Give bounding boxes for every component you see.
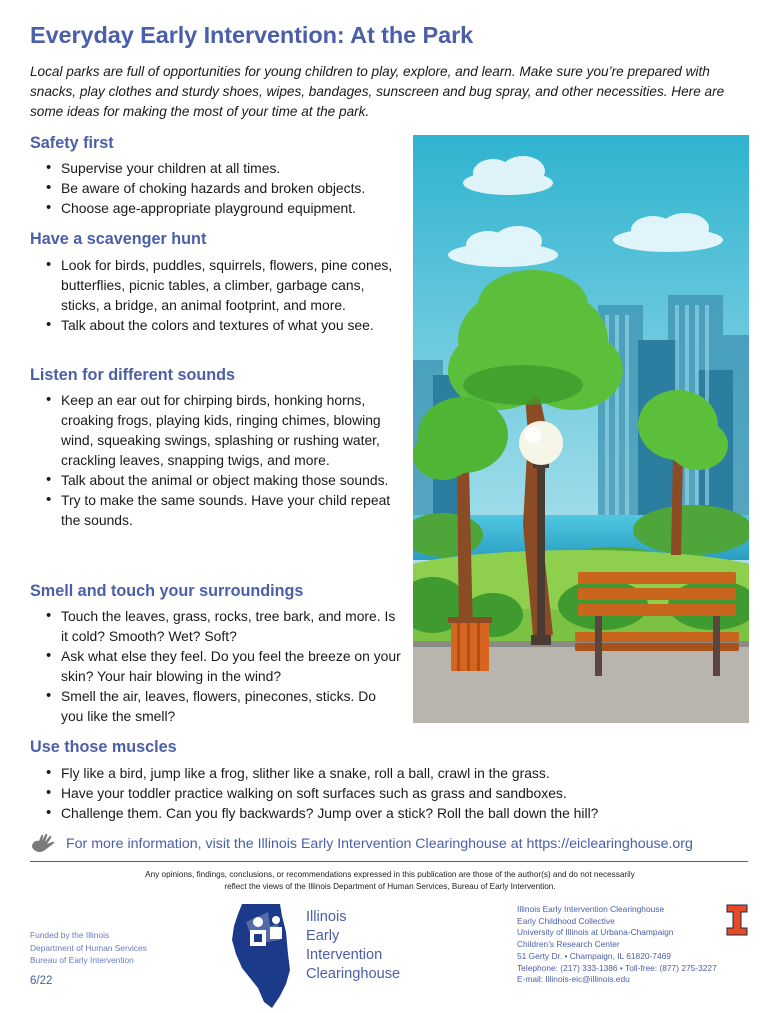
list-item: • Choose age-appropriate playground equipment. [46,198,401,218]
park-illustration [413,135,749,723]
section-heading-muscles: Use those muscles [30,738,177,756]
list-item: • Touch the leaves, grass, rocks, tree bark, and more. Is it cold? Smooth? Wet? Soft? [46,606,401,646]
section-heading-sounds: Listen for different sounds [30,366,236,384]
list-item: • Talk about the animal or object making those sounds. [46,470,396,490]
contact-line: Telephone: (217) 333-1386 • Toll-free: (877) 275-3227 [517,962,717,973]
safety-list [46,158,401,218]
logo-line: Illinois [306,909,347,925]
contact-line: Children’s Research Center [517,939,620,950]
block-i-logo [726,904,748,936]
logo-line: Early [306,928,340,944]
list-item: • Look for birds, puddles, squirrels, flowers, pine cones, butterflies, picnic tables, a climber, garbage cans, sticks, a bridge, an animal footprint, and more. [46,255,401,315]
list-item: • Keep an ear out for chirping birds, honking horns, croaking frogs, playing kids, ringing chimes, blowing wind, squeaking swings, splashing or rushing water, crackling leaves, snapping twigs, and more. [46,390,396,470]
funding-line: Department of Human Services [30,942,147,953]
contact-line: Early Childhood Collective [517,915,615,926]
contact-line: 51 Gerty Dr. • Champaign, IL 61820-7469 [517,950,671,961]
illinois-map-logo [228,902,304,1010]
footer-divider [30,861,748,862]
more-info-text: For more information, visit the Illinois Early Intervention Clearinghouse at https://eiclearinghouse.org [66,836,693,852]
contact-line: Illinois Early Intervention Clearinghouse [517,904,665,914]
contact-email[interactable]: E-mail: Illinois-eic@illinois.edu [517,974,630,985]
publication-date: 6/22 [30,975,53,987]
list-item: • Smell the air, leaves, flowers, pinecones, sticks. Do you like the smell? [46,686,401,726]
clearinghouse-logo-text [306,908,400,984]
logo-line: Intervention [306,947,383,963]
list-item: • Fly like a bird, jump like a frog, slither like a snake, roll a ball, crawl in the grass. [46,763,746,783]
hand-icon [30,833,56,855]
logo-line: Clearinghouse [306,966,401,982]
list-item: • Have your toddler practice walking on soft surfaces such as grass and sandboxes. [46,783,746,803]
sounds-list [46,390,396,530]
funding-credit [30,929,147,967]
smell-touch-list [46,606,401,726]
muscles-list [46,763,746,823]
list-item: • Talk about the colors and textures of what you see. [46,315,401,335]
list-item: • Try to make the same sounds. Have your child repeat the sounds. [46,490,396,530]
page-title: Everyday Early Intervention: At the Park [30,22,474,48]
disclaimer [60,869,720,893]
section-heading-safety: Safety first [30,134,114,152]
section-heading-smell-touch: Smell and touch your surroundings [30,582,304,600]
disclaimer-line: Any opinions, findings, conclusions, or recommendations expressed in this publication are those of the author(s) and do not necessarily [145,870,635,879]
park-scene-image [413,135,749,723]
disclaimer-line: reflect the views of the Illinois Department of Human Services, Bureau of Early Intervention. [224,882,556,891]
contact-line: University of Illinois at Urbana-Champaign [517,927,674,938]
list-item: • Be aware of choking hazards and broken objects. [46,178,401,198]
funding-line: Bureau of Early Intervention [30,955,134,965]
list-item: • Supervise your children at all times. [46,158,401,178]
funding-line: Funded by the Illinois [30,930,110,940]
scavenger-list [46,255,401,335]
list-item: • Ask what else they feel. Do you feel the breeze on your skin? Your hair blowing in the wind? [46,646,401,686]
contact-block [517,904,717,986]
intro-paragraph: Local parks are full of opportunities for young children to play, explore, and learn. Make sure you’re prepared with snacks, play clothes and sturdy shoes, wipes, bandages, sunscreen and bug spray, and other necessities. Here are some ideas for making the most of your time at the park. [30,64,725,119]
more-info-line [30,833,693,855]
section-heading-scavenger: Have a scavenger hunt [30,230,207,248]
list-item: • Challenge them. Can you fly backwards? Jump over a stick? Roll the ball down the hill? [46,803,746,823]
